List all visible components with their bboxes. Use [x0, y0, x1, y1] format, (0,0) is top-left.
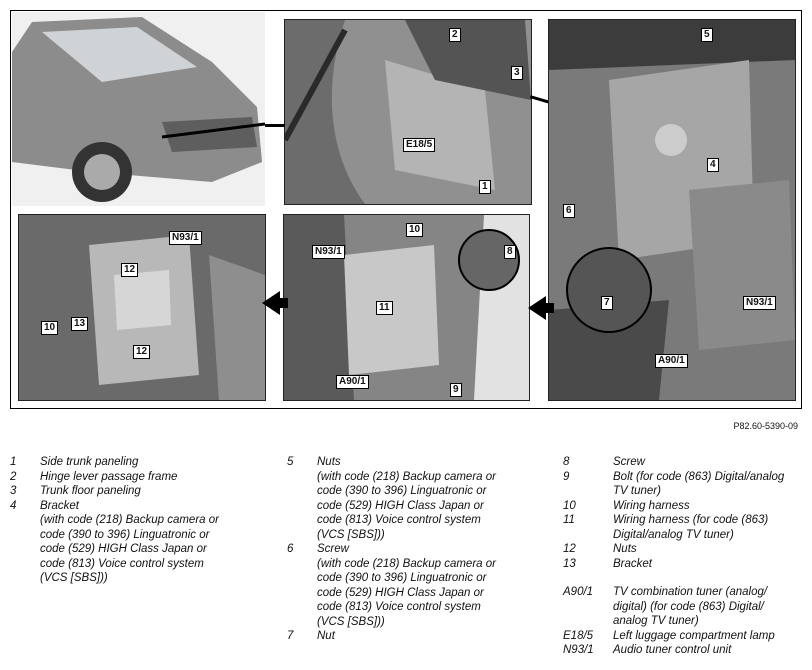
legend-item — [563, 455, 808, 470]
arrow-left-icon — [262, 291, 280, 315]
legend-item — [563, 542, 808, 557]
legend-item-text: Side trunk paneling — [40, 456, 139, 468]
callout-6: 6 — [563, 204, 575, 218]
legend-item-text: Nuts — [613, 543, 637, 555]
legend-item-number: N93/1 — [563, 644, 594, 656]
legend-item-number: 2 — [10, 470, 17, 483]
legend-column-1 — [10, 455, 272, 586]
callout-5: 5 — [701, 28, 713, 42]
legend-item-text: Hinge lever passage frame — [40, 470, 178, 483]
callout-11: 11 — [376, 301, 393, 315]
callout-n93-1: N93/1 — [169, 231, 202, 245]
legend-item — [287, 542, 547, 629]
legend-item — [563, 470, 808, 499]
legend-item — [563, 643, 808, 658]
control-unit-photo — [18, 214, 266, 401]
legend-item-number: A90/1 — [563, 586, 594, 598]
legend-item-number: 9 — [563, 470, 570, 483]
callout-13: 13 — [71, 317, 88, 331]
callout-8: 8 — [504, 245, 516, 259]
legend-item-number: 7 — [287, 630, 294, 642]
callout-3: 3 — [511, 66, 523, 80]
legend-item-number: 11 — [563, 514, 575, 526]
callout-a90-1: A90/1 — [655, 354, 688, 368]
callout-10: 10 — [406, 223, 423, 237]
legend-item — [563, 629, 808, 644]
legend-item-number: 10 — [563, 499, 576, 512]
legend-column-2 — [287, 455, 547, 644]
legend-item-text: Screw — [613, 456, 645, 468]
legend-item — [287, 629, 547, 644]
legend-item — [563, 557, 808, 572]
callout-12: 12 — [133, 345, 150, 359]
figure-number: P82.60-5390-09 — [733, 421, 798, 431]
callout-2: 2 — [449, 28, 461, 42]
legend-item-text: Screw (with code (218) Backup camera or code (390 to 396) Linguatronic or code (529) HIGH Class Japan or code (813) Voice control system (VCS [SBS])) — [317, 543, 496, 628]
legend-item-number: 13 — [563, 557, 576, 570]
legend-item-text: Wiring harness (for code (863) Digital/analog TV tuner) — [613, 514, 769, 541]
legend-item — [10, 499, 272, 586]
legend-item-number: 8 — [563, 456, 570, 468]
legend-item-text: TV combination tuner (analog/ digital) (for code (863) Digital/ analog TV tuner) — [613, 586, 768, 627]
legend-item-text: Nuts (with code (218) Backup camera or code (390 to 396) Linguatronic or code (529) HIGH Class Japan or code (813) Voice control system (VCS [SBS])) — [317, 456, 496, 541]
legend-column-3 — [563, 455, 808, 658]
legend-item — [10, 455, 272, 470]
legend-item-number: 6 — [287, 543, 294, 555]
trunk-side-photo — [284, 19, 532, 205]
car-photo — [12, 12, 265, 206]
legend-item-text: Audio tuner control unit — [613, 644, 732, 656]
callout-4: 4 — [707, 158, 719, 172]
legend-item — [10, 484, 272, 499]
arrow-left-icon — [528, 296, 546, 320]
callout-n93-1: N93/1 — [312, 245, 345, 259]
legend-item-number: 3 — [10, 485, 17, 497]
callout-1: 1 — [479, 180, 491, 194]
legend-item-text: Left luggage compartment lamp — [613, 629, 775, 642]
legend-item-number: 1 — [10, 456, 17, 468]
legend-item-number: 4 — [10, 499, 17, 512]
legend-item-text: Nut — [317, 630, 335, 642]
tuner-photo — [283, 214, 530, 401]
callout-n93-1: N93/1 — [743, 296, 776, 310]
right-detail-photo — [548, 19, 796, 401]
callout-12: 12 — [121, 263, 138, 277]
legend-item — [563, 513, 808, 542]
legend-item-number: E18/5 — [563, 629, 594, 642]
legend-item-number: 12 — [563, 543, 576, 555]
leader-line — [265, 124, 285, 127]
legend-item — [10, 470, 272, 485]
legend-item-number: 5 — [287, 456, 294, 468]
callout-e18-5: E18/5 — [403, 138, 435, 152]
legend-item-text: Bolt (for code (863) Digital/analog TV tuner) — [613, 470, 785, 497]
legend-item-text: Bracket — [613, 557, 652, 570]
legend-item-text: Bracket (with code (218) Backup camera or code (390 to 396) Linguatronic or code (529) HIGH Class Japan or code (813) Voice control system (VCS [SBS])) — [40, 499, 219, 584]
legend-item-text: Trunk floor paneling — [40, 485, 141, 497]
callout-a90-1: A90/1 — [336, 375, 369, 389]
legend-item — [563, 585, 808, 629]
callout-9: 9 — [450, 383, 462, 397]
callout-10: 10 — [41, 321, 58, 335]
callout-7: 7 — [601, 296, 613, 310]
legend-item — [287, 455, 547, 542]
legend-item — [563, 499, 808, 514]
legend-item-text: Wiring harness — [613, 499, 690, 512]
